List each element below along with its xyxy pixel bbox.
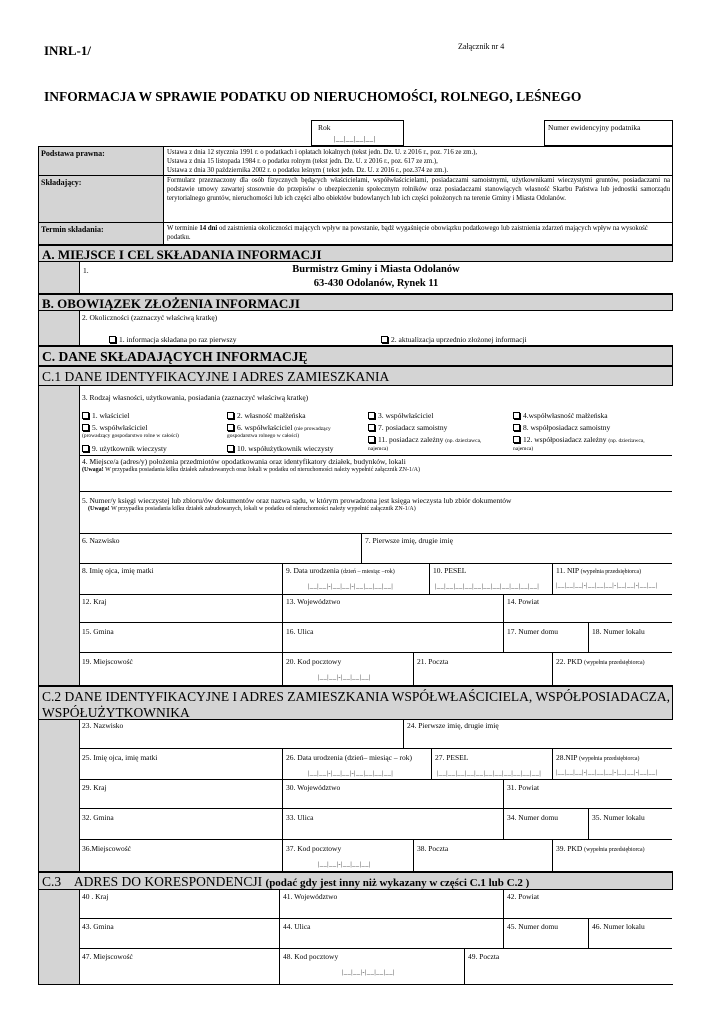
field-9-birth-date[interactable]	[283, 564, 430, 595]
recipient-line-1: Burmistrz Gminy i Miasta Odolanów	[292, 264, 460, 275]
right-perpetual-user[interactable]: 9. użytkownik wieczysty	[82, 444, 167, 453]
field-21-post-office[interactable]	[414, 653, 553, 685]
field-48-zip[interactable]	[280, 949, 465, 984]
year-boxes: |__|__|__|__|	[334, 135, 376, 143]
nip-boxes: |__|__|__|-|__|__|__|-|__|__|-|__|__|	[556, 583, 658, 589]
field-49-label: 49. Poczta	[468, 952, 500, 961]
field-36-city[interactable]	[79, 840, 283, 871]
field-39-pkd[interactable]	[553, 840, 672, 871]
section-b-title: B. OBOWIĄZEK ZŁOŻENIA INFORMACJI	[38, 294, 673, 311]
field-41-voivodeship[interactable]	[280, 890, 504, 919]
field-19-label: 19. Miejscowość	[82, 657, 133, 666]
field-23-surname[interactable]	[79, 720, 404, 749]
right-owner[interactable]: 1. właściciel	[82, 411, 130, 420]
field-42-label: 42. Powiat	[507, 892, 540, 901]
checkbox[interactable]	[82, 424, 89, 431]
field-46-label: 46. Numer lokalu	[592, 922, 645, 931]
right-co-independent-holder[interactable]: 8. współposiadacz samoistny	[513, 423, 610, 432]
section-c2-title-line-2: WSPÓŁUŻYTKOWNIKA	[42, 705, 190, 720]
field-25-label: 25. Imię ojca, imię matki	[82, 753, 158, 762]
field-30-voivodeship[interactable]	[283, 780, 504, 809]
deadline-label: Termin składania:	[41, 225, 104, 234]
field-13-voivodeship[interactable]	[283, 595, 504, 623]
legal-basis-row	[38, 146, 673, 176]
legal-line-1: Ustawa z dnia 12 stycznia 1991 r. o podatkach i opłatach lokalnych (tekst jedn. Dz. U. z 2016 r., poz. 716 ze zm.),	[167, 149, 478, 156]
field-29-label: 29. Kraj	[82, 783, 107, 792]
field-4-note: (Uwaga! W przypadku posiadania kilku działek zabudowanych oraz lokali w podatku od nieruchomości należy wypełnić załącznik ZN-1/A)	[82, 467, 421, 473]
field-44-label: 44. Ulica	[283, 922, 311, 931]
field-47-label: 47. Miejscowość	[82, 952, 133, 961]
field-27-label: 27. PESEL	[435, 753, 469, 762]
section-a-body	[38, 262, 673, 294]
year-label: Rok	[318, 123, 331, 132]
checkbox[interactable]	[82, 445, 89, 452]
field-4-property-location[interactable]	[79, 456, 672, 492]
submitter-text: Formularz przeznaczony dla osób fizycznych będących właścicielami, współwłaścicielami, posiadaczami samoistnymi, użytkownikami wieczystymi gruntów, posiadaczami na podstawie umowy zawartej stosownie do przepisów o ubezpieczeniu społecznym rolników oraz posiadaczami stanowiących własność Skarbu Państwa lub jednostki samorządu terytorialnego gruntów, nieruchomości lub ich części albo obiektów budowlanych lub ich części położonych na terenie Gminy i Miasta Odolanów.	[167, 177, 670, 202]
field-26-label: 26. Data urodzenia (dzień– miesiąc – rok)	[286, 753, 412, 762]
deadline-text: W terminie 14 dni od zaistnienia okoliczności mających wpływ na powstanie, bądź wygaśnięcie obowiązku podatkowego lub zaistnienia zdarzeń mających wpływ na wysokość podatku.	[167, 225, 648, 241]
zip-boxes: |__|__|-|__|__|__|	[318, 861, 371, 868]
field-43-label: 43. Gmina	[82, 922, 114, 931]
field-15-label: 15. Gmina	[82, 627, 114, 636]
field-40-country[interactable]	[79, 890, 280, 919]
field-7-label: 7. Pierwsze imię, drugie imię	[365, 536, 453, 545]
right-coowner[interactable]: 3. współwłaściciel	[368, 411, 433, 420]
form-code: INRL-1/	[44, 43, 91, 58]
field-35-apartment-number[interactable]	[589, 809, 672, 840]
field-45-label: 45. Numer domu	[507, 922, 559, 931]
section-c1-title: C.1 DANE IDENTYFIKACYJNE I ADRES ZAMIESZKANIA	[38, 366, 673, 386]
deadline-row	[38, 223, 673, 245]
section-c-title: C. DANE SKŁADAJĄCYCH INFORMACJĘ	[38, 346, 673, 366]
field-24-label: 24. Pierwsze imię, drugie imię	[407, 721, 499, 730]
zip-boxes: |__|__|-|__|__|__|	[342, 969, 395, 976]
field-31-county[interactable]	[504, 780, 672, 809]
field-35-label: 35. Numer lokalu	[592, 813, 645, 822]
right-11-note: najemca)	[368, 446, 389, 452]
field-17-house-number[interactable]	[504, 623, 589, 653]
field-48-label: 48. Kod pocztowy	[283, 952, 339, 961]
field-32-municipality[interactable]	[79, 809, 283, 840]
circumstances-label: 2. Okoliczności (zaznaczyć właściwą kratkę)	[82, 313, 218, 322]
checkbox[interactable]	[227, 445, 234, 452]
field-5-land-register[interactable]	[79, 492, 672, 534]
field-44-street[interactable]	[280, 919, 504, 949]
right-co-perpetual-user[interactable]: 10. współużytkownik wieczysty	[227, 444, 333, 453]
field-16-label: 16. Ulica	[286, 627, 314, 636]
tax-id-label: Numer ewidencyjny podatnika	[548, 123, 641, 132]
field-11-label: 11. NIP (wypełnia przedsiębiorca)	[556, 566, 642, 575]
checkbox[interactable]	[381, 336, 388, 343]
right-12-note: najemca)	[513, 446, 534, 452]
field-49-post-office[interactable]	[465, 949, 672, 984]
field-1-number: 1.	[83, 266, 89, 275]
section-c3-title-note: (podać gdy jest inny niż wykazany w części C.1 lub C.2 )	[265, 877, 530, 889]
field-41-label: 41. Województwo	[283, 892, 338, 901]
field-12-label: 12. Kraj	[82, 597, 107, 606]
section-c3-title-text: C.3 ADRES DO KORESPONDENCJI	[42, 874, 263, 889]
field-18-label: 18. Numer lokalu	[592, 627, 645, 636]
field-46-apartment-number[interactable]	[589, 919, 672, 949]
nip-boxes: |__|__|__|-|__|__|__|-|__|__|-|__|__|	[556, 770, 658, 776]
field-13-label: 13. Województwo	[286, 597, 341, 606]
field-28-nip[interactable]	[553, 749, 672, 780]
right-coowner-non-farming[interactable]: 6. współwłaściciel (nie prowadzący	[227, 423, 331, 434]
option-first-time[interactable]: 1. informacja składana po raz pierwszy	[109, 335, 236, 344]
field-30-label: 30. Województwo	[286, 783, 341, 792]
checkbox[interactable]	[368, 436, 375, 443]
field-11-nip[interactable]	[553, 564, 672, 595]
field-28-label: 28.NIP (wypełnia przedsiębiorca)	[556, 753, 640, 762]
birth-date-boxes: |__|__|-|__|__|-|__|__|__|__|	[308, 583, 394, 590]
field-22-label: 22. PKD (wypełnia przedsiębiorca)	[556, 657, 645, 666]
field-27-pesel[interactable]	[432, 749, 553, 780]
field-47-city[interactable]	[79, 949, 280, 984]
field-38-label: 38. Poczta	[417, 844, 449, 853]
field-6-surname[interactable]	[79, 534, 362, 564]
field-37-label: 37. Kod pocztowy	[286, 844, 342, 853]
field-17-label: 17. Numer domu	[507, 627, 559, 636]
field-10-pesel[interactable]	[430, 564, 553, 595]
right-5-note: (prowadzący gospodarstwo rolne w całości)	[82, 433, 179, 439]
field-38-post-office[interactable]	[414, 840, 553, 871]
field-26-birth-date[interactable]	[283, 749, 432, 780]
field-20-label: 20. Kod pocztowy	[286, 657, 342, 666]
field-42-county[interactable]	[504, 890, 672, 919]
checkbox[interactable]	[513, 424, 520, 431]
right-marital-coownership[interactable]: 4.współwłasność małżeńska	[513, 411, 608, 420]
field-14-county[interactable]	[504, 595, 672, 623]
tax-id-field[interactable]	[544, 120, 673, 146]
field-9-label: 9. Data urodzenia (dzień – miesiąc –rok)	[286, 566, 395, 575]
field-40-label: 40 . Kraj	[82, 892, 109, 901]
option-update[interactable]: 2. aktualizacja uprzednio złożonej informacji	[381, 335, 527, 344]
recipient-line-2: 63-430 Odolanów, Rynek 11	[313, 278, 439, 289]
year-field[interactable]	[311, 120, 404, 146]
field-14-label: 14. Powiat	[507, 597, 540, 606]
right-6-note: gospodarstwa rolnego w całości)	[227, 433, 300, 439]
zip-boxes: |__|__|-|__|__|__|	[318, 674, 371, 681]
field-22-pkd[interactable]	[553, 653, 672, 685]
field-5-label: 5. Numer/y księgi wieczystej lub zbioru/ów dokumentów oraz nazwa sądu, w którym prowadzona jest księga wieczysta lub zbiór dokumentów	[82, 496, 512, 505]
field-43-municipality[interactable]	[79, 919, 280, 949]
field-29-country[interactable]	[79, 780, 283, 809]
rights-label: 3. Rodzaj własności, użytkowania, posiadania (zaznaczyć właściwą kratkę)	[82, 393, 309, 402]
checkbox[interactable]	[368, 412, 375, 419]
field-8-parents[interactable]	[79, 564, 283, 595]
field-5-note: (Uwaga! W przypadku posiadania kilku działek zabudowanych, lokali w podatku od nieruchomości należy wypełnić załącznik ZN-1/A)	[88, 506, 416, 512]
birth-date-boxes: |__|__|-|__|__|-|__|__|__|__|	[308, 770, 394, 777]
section-c2-title	[38, 686, 673, 720]
field-33-label: 33. Ulica	[286, 813, 314, 822]
rights-block	[79, 386, 672, 456]
checkbox[interactable]	[109, 336, 116, 343]
legal-line-3: Ustawa z dnia 30 października 2002 r. o podatku leśnym ( tekst jedn. Dz. U. z 2016 r., poz.374 ze zm.).	[167, 167, 449, 174]
submitter-label: Składający:	[41, 178, 82, 187]
right-marital[interactable]: 2. własność małżeńska	[227, 411, 306, 420]
section-c3-title	[38, 872, 673, 890]
checkbox[interactable]	[82, 412, 89, 419]
field-37-zip[interactable]	[283, 840, 414, 871]
field-20-zip[interactable]	[283, 653, 414, 685]
section-c2-title-line-1: C.2 DANE IDENTYFIKACYJNE I ADRES ZAMIESZKANIA WSPÓŁWŁAŚCICIELA, WSPÓŁPOSIADACZA,	[42, 689, 671, 704]
field-45-house-number[interactable]	[504, 919, 589, 949]
field-33-street[interactable]	[283, 809, 504, 840]
field-32-label: 32. Gmina	[82, 813, 114, 822]
checkbox[interactable]	[513, 436, 520, 443]
field-23-label: 23. Nazwisko	[82, 721, 124, 730]
field-39-label: 39. PKD (wypełnia przedsiębiorca)	[556, 844, 645, 853]
pesel-boxes: |__|__|__|__|__|__|__|__|__|__|__|	[435, 583, 540, 590]
field-25-parents[interactable]	[79, 749, 283, 780]
field-16-street[interactable]	[283, 623, 504, 653]
section-b-body	[38, 311, 673, 346]
legal-basis-label: Podstawa prawna:	[41, 149, 105, 158]
field-34-house-number[interactable]	[504, 809, 589, 840]
attachment-label: Załącznik nr 4	[458, 42, 505, 51]
section-a-title: A. MIEJSCE I CEL SKŁADANIA INFORMACJI	[38, 245, 673, 262]
field-24-first-names[interactable]	[404, 720, 672, 749]
field-10-label: 10. PESEL	[433, 566, 467, 575]
field-34-label: 34. Numer domu	[507, 813, 559, 822]
right-dependent-holder[interactable]: 11. posiadacz zależny (np. dzierżawca,	[368, 435, 481, 446]
field-12-country[interactable]	[79, 595, 283, 623]
legal-line-2: Ustawa z dnia 15 listopada 1984 r. o podatku rolnym (tekst jedn. Dz. U. z 2016 r., poz. 617 ze zm.),	[167, 158, 438, 165]
submitter-row	[38, 176, 673, 223]
checkbox[interactable]	[227, 412, 234, 419]
form-title: INFORMACJA W SPRAWIE PODATKU OD NIERUCHOMOŚCI, ROLNEGO, LEŚNEGO	[44, 89, 582, 104]
right-coowner-farming[interactable]: 5. współwłaściciel	[82, 423, 147, 432]
right-independent-holder[interactable]: 7. posiadacz samoistny	[368, 423, 447, 432]
field-36-label: 36.Miejscowość	[82, 844, 131, 853]
field-6-label: 6. Nazwisko	[82, 536, 120, 545]
field-31-label: 31. Powiat	[507, 783, 540, 792]
checkbox[interactable]	[513, 412, 520, 419]
checkbox[interactable]	[227, 424, 234, 431]
field-21-label: 21. Poczta	[417, 657, 449, 666]
field-4-label: 4. Miejsce/a (adres/y) położenia przedmiotów opodatkowania oraz identyfikatory działek, budynków, lokali	[82, 457, 406, 466]
field-7-first-names[interactable]	[362, 534, 672, 564]
checkbox[interactable]	[368, 424, 375, 431]
field-8-label: 8. Imię ojca, imię matki	[82, 566, 154, 575]
right-co-dependent-holder[interactable]: 12. współposiadacz zależny (np. dzierżawca,	[513, 435, 645, 446]
pesel-boxes: |__|__|__|__|__|__|__|__|__|__|__|	[437, 770, 542, 777]
field-19-city[interactable]	[79, 653, 283, 685]
field-18-apartment-number[interactable]	[589, 623, 672, 653]
field-15-municipality[interactable]	[79, 623, 283, 653]
